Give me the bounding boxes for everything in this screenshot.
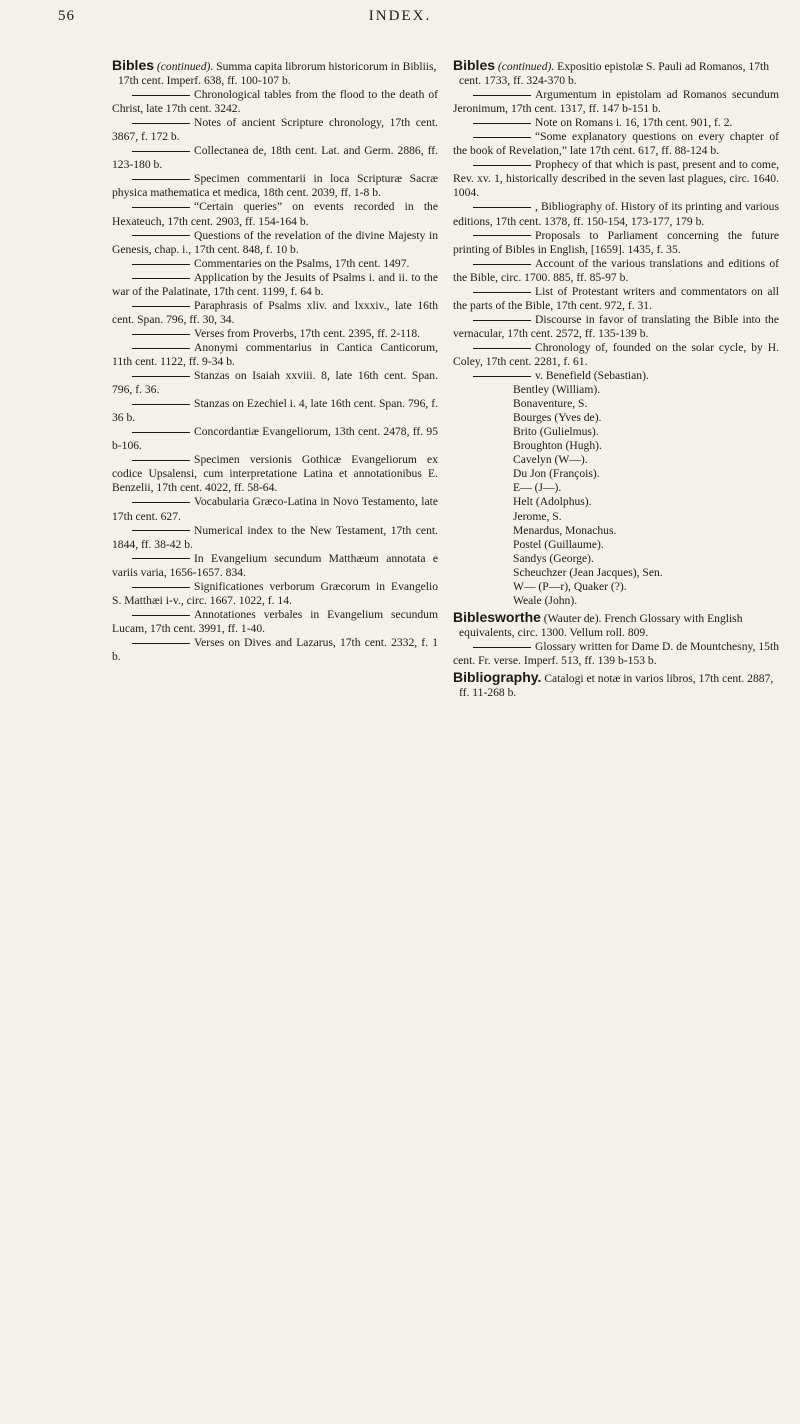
index-subentry (112, 144, 438, 172)
left-column (112, 58, 438, 664)
entry-text: Specimen commentarii in loca Scripturæ Sacræ physica mathematica et medica, 18th cent. 2039, ff. 1-8 b. (112, 172, 438, 200)
index-subentry (112, 172, 438, 200)
ditto-rule (132, 558, 190, 559)
entry-text: Paraphrasis of Psalms xliv. and lxxxiv., late 16th cent. Span. 796, ff. 30, 34. (112, 298, 438, 326)
see-also-name: Du Jon (François). (513, 467, 600, 481)
page-title: INDEX. (368, 8, 432, 24)
entry-text: Verses from Proverbs, 17th cent. 2395, ff. 2-118. (194, 326, 421, 340)
ditto-rule (132, 615, 190, 616)
entry-text: Verses on Dives and Lazarus, 17th cent. 2332, f. 1 b. (112, 635, 438, 663)
ditto-rule (473, 348, 531, 349)
entry-text: Collectanea de, 18th cent. Lat. and Germ. 2886, ff. 123-180 b. (112, 144, 438, 172)
entry-text: Notes of ancient Scripture chronology, 17th cent. 3867, f. 172 b. (112, 116, 438, 144)
entry-text: Questions of the revelation of the divine Majesty in Genesis, chap. i., 17th cent. 848, f. 10 b. (112, 228, 438, 256)
ditto-rule (473, 137, 531, 138)
ditto-rule (132, 278, 190, 279)
entry-text: Numerical index to the New Testament, 17th cent. 1844, ff. 38-42 b. (112, 523, 438, 551)
entry-text: Argumentum in epistolam ad Romanos secundum Jeronimum, 17th cent. 1317, ff. 147 b-151 b. (453, 88, 779, 116)
see-also-name: W— (P—r), Quaker (?). (513, 579, 627, 593)
ditto-rule (132, 643, 190, 644)
see-also-name: Sandys (George). (513, 551, 594, 565)
index-subentry (112, 369, 438, 397)
entry-text: Prophecy of that which is past, present and to come, Rev. xv. 1, historically described in the seven last plagues, circ. 1640. 1004. (453, 158, 779, 200)
ditto-rule (473, 320, 531, 321)
entry-text: Stanzas on Isaiah xxviii. 8, late 16th cent. Span. 796, f. 36. (112, 369, 438, 397)
index-subentry (112, 88, 438, 116)
index-subentry (453, 200, 779, 228)
ditto-rule (473, 264, 531, 265)
right-column (453, 58, 779, 700)
index-subentry (112, 495, 438, 523)
ditto-rule (132, 460, 190, 461)
entry-text: Account of the various translations and editions of the Bible, circ. 1700. 885, ff. 85-97 b. (453, 256, 779, 284)
index-subentry (112, 200, 438, 228)
entry-text: v. Benefield (Sebastian). (535, 369, 649, 383)
ditto-rule (132, 334, 190, 335)
entry-text: Concordantiæ Evangeliorum, 13th cent. 2478, ff. 95 b-106. (112, 425, 438, 453)
index-subentry (453, 116, 779, 130)
ditto-rule (132, 376, 190, 377)
see-also-name: Helt (Adolphus). (513, 495, 592, 509)
continued-label: (continued). (156, 60, 214, 73)
ditto-rule (132, 207, 190, 208)
index-subentry (112, 229, 438, 257)
entry-text: Discourse in favor of translating the Bible into the vernacular, 17th cent. 2572, ff. 135-139 b. (453, 312, 779, 340)
index-subentry (112, 116, 438, 144)
entry-text: List of Protestant writers and commentators on all the parts of the Bible, 17th cent. 972, f. 31. (453, 284, 779, 312)
index-subentry (112, 327, 438, 341)
ditto-rule (132, 530, 190, 531)
entry-heading: Bibles (453, 57, 496, 73)
ditto-rule (132, 587, 190, 588)
index-subentry (453, 640, 779, 668)
ditto-rule (132, 95, 190, 96)
entry-text: Glossary written for Dame D. de Mountchesny, 15th cent. Fr. verse. Imperf. 513, ff. 139 b-153 b. (453, 639, 779, 667)
entry-text: Chronology of, founded on the solar cycle, by H. Coley, 17th cent. 2281, f. 61. (453, 340, 779, 368)
continued-label: (continued). (497, 60, 555, 73)
ditto-rule (473, 292, 531, 293)
ditto-rule (132, 151, 190, 152)
ditto-rule (473, 647, 531, 648)
see-also-name: Weale (John). (513, 593, 578, 607)
index-subentry (112, 257, 438, 271)
index-subentry (112, 341, 438, 369)
see-also-name: E— (J—). (513, 481, 562, 495)
index-subentry (112, 271, 438, 299)
entry-text: Expositio epistolæ S. Pauli ad Romanos, 17th cent. 1733, ff. 324-370 b. (459, 60, 770, 88)
ditto-rule (473, 207, 531, 208)
index-subentry (453, 341, 779, 369)
entry-text: Anonymi commentarius in Cantica Canticorum, 11th cent. 1122, ff. 9-34 b. (112, 340, 438, 368)
index-subentry (112, 453, 438, 495)
running-head (0, 8, 800, 32)
ditto-rule (473, 376, 531, 377)
index-heading-entry (453, 58, 779, 88)
index-subentry (112, 636, 438, 664)
ditto-rule (132, 235, 190, 236)
see-also-name: Jerome, S. (513, 509, 562, 523)
index-subentry (112, 552, 438, 580)
entry-text: Note on Romans i. 16, 17th cent. 901, f. 2. (535, 116, 733, 130)
entry-text: Significationes verborum Græcorum in Evangelio S. Matthæi i-v., circ. 1667. 1022, f. 14. (112, 579, 438, 607)
index-subentry (112, 580, 438, 608)
entry-text: , Bibliography of. History of its printing and various editions, 17th cent. 1378, ff. 150-154, 173-177, 179 b. (453, 200, 779, 228)
see-also-list (453, 383, 779, 608)
entry-text: (Wauter de). French Glossary with English equivalents, circ. 1300. Vellum roll. 809. (459, 611, 743, 639)
see-also-name: Bonaventure, S. (513, 397, 588, 411)
entry-text: Vocabularia Græco-Latina in Novo Testamento, late 17th cent. 627. (112, 495, 438, 523)
ditto-rule (473, 235, 531, 236)
entry-text: In Evangelium secundum Matthæum annotata e variis varia, 1656-1657. 834. (112, 551, 438, 579)
entry-text: Proposals to Parliament concerning the future printing of Bibles in English, [1659]. 1435, f. 35. (453, 228, 779, 256)
ditto-rule (132, 179, 190, 180)
index-heading-entry (453, 670, 779, 700)
ditto-rule (132, 264, 190, 265)
entry-text: Application by the Jesuits of Psalms i. and ii. to the war of the Palatinate, 17th cent. 1199, f. 64 b. (112, 270, 438, 298)
index-subentry (453, 313, 779, 341)
index-subentry (453, 88, 779, 116)
ditto-rule (132, 306, 190, 307)
index-subentry (112, 397, 438, 425)
ditto-rule (132, 123, 190, 124)
index-subentry (112, 425, 438, 453)
entry-text: Commentaries on the Psalms, 17th cent. 1497. (194, 256, 410, 270)
entry-text: “Some explanatory questions on every chapter of the book of Revelation,” late 17th cent. 617, ff. 88-124 b. (453, 130, 779, 158)
entry-text: Chronological tables from the flood to the death of Christ, late 17th cent. 3242. (112, 88, 438, 116)
ditto-rule (132, 404, 190, 405)
index-subentry (112, 524, 438, 552)
see-also-name: Cavelyn (W—). (513, 453, 588, 467)
ditto-rule (132, 432, 190, 433)
entry-text: Annotationes verbales in Evangelium secundum Lucam, 17th cent. 3991, ff. 1-40. (112, 607, 438, 635)
index-subentry (453, 369, 779, 383)
see-also-name: Bourges (Yves de). (513, 411, 602, 425)
see-also-name: Menardus, Monachus. (513, 523, 617, 537)
index-subentry (112, 299, 438, 327)
index-subentry (453, 229, 779, 257)
entry-heading: Bibliography. (453, 669, 542, 686)
see-also-name: Postel (Guillaume). (513, 537, 604, 551)
index-heading-entry (453, 610, 779, 640)
see-also-name: Brito (Gulielmus). (513, 425, 599, 439)
index-subentry (453, 158, 779, 200)
ditto-rule (473, 165, 531, 166)
index-subentry (453, 257, 779, 285)
entry-text: “Certain queries” on events recorded in the Hexateuch, 17th cent. 2903, ff. 154-164 b. (112, 200, 438, 228)
index-subentry (453, 285, 779, 313)
see-also-name: Broughton (Hugh). (513, 439, 602, 453)
ditto-rule (473, 123, 531, 124)
entry-text: Specimen versionis Gothicæ Evangeliorum ex codice Upsalensi, cum interpretatione Latina et annotationibus E. Benzelii, 17th cent. 4022, ff. 58-64. (112, 453, 438, 495)
ditto-rule (132, 348, 190, 349)
ditto-rule (132, 502, 190, 503)
ditto-rule (473, 95, 531, 96)
see-also-name: Bentley (William). (513, 383, 601, 397)
entry-heading: Bibles (112, 57, 155, 73)
index-subentry (112, 608, 438, 636)
entry-text: Catalogi et notæ in varios libros, 17th cent. 2887, ff. 11-268 b. (459, 672, 774, 700)
see-also-name: Scheuchzer (Jean Jacques), Sen. (513, 565, 663, 579)
entry-text: Summa capita librorum historicorum in Bibliis, 17th cent. Imperf. 638, ff. 100-107 b. (118, 60, 437, 88)
index-subentry (453, 130, 779, 158)
entry-text: Stanzas on Ezechiel i. 4, late 16th cent. Span. 796, f. 36 b. (112, 397, 438, 425)
entry-heading: Biblesworthe (453, 608, 541, 625)
index-heading-entry (112, 58, 438, 88)
page-number: 56 (58, 8, 75, 24)
